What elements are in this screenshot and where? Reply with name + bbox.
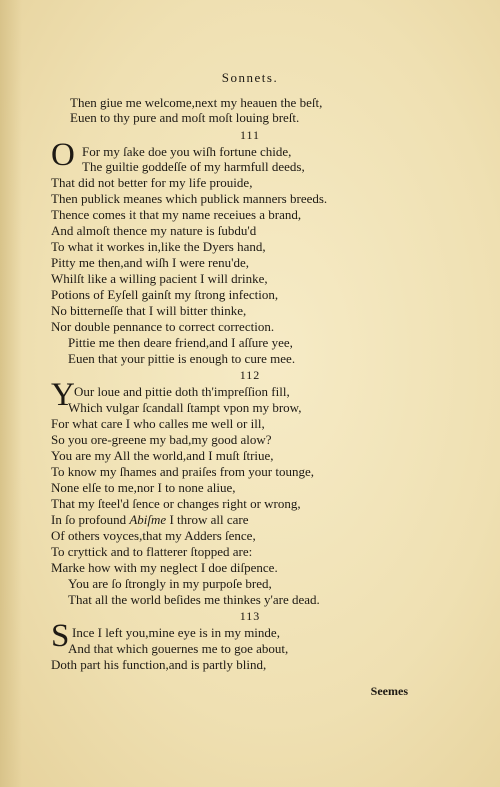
sonnet-number: 112 xyxy=(239,368,261,382)
drop-capital: Y xyxy=(51,377,75,413)
text-line: That my ſteel'd ſence or changes right or wrong, xyxy=(51,496,301,511)
text-segment: I throw all care xyxy=(166,512,249,527)
text-line: That did not better for my life prouide, xyxy=(51,175,253,190)
text-line: So you ore-greene my bad,my good alow? xyxy=(51,432,272,447)
text-line: To cryttick and to flatterer ſtopped are: xyxy=(51,544,253,559)
text-line: Euen that your pittie is enough to cure mee. xyxy=(68,351,296,366)
text-line: That all the world beſides me thinkes y'are dead. xyxy=(68,592,320,607)
text-line: Potions of Eyſell gainſt my ſtrong infection, xyxy=(51,287,279,302)
drop-capital: S xyxy=(51,618,70,654)
text-line: Thence comes it that my name receiues a brand, xyxy=(51,207,302,222)
sonnet-number: 113 xyxy=(239,609,261,623)
text-line: Of others voyces,that my Adders ſence, xyxy=(51,528,256,543)
text-line: Whilſt like a willing pacient I will drinke, xyxy=(51,271,268,286)
text-line: Ince I left you,mine eye is in my minde, xyxy=(72,625,280,640)
text-line: To know my ſhames and praiſes from your tounge, xyxy=(51,464,315,479)
text-line: Nor double pennance to correct correction. xyxy=(51,319,275,334)
text-line: Doth part his function,and is partly blind, xyxy=(51,657,267,672)
text-line: You are ſo ſtrongly in my purpoſe bred, xyxy=(68,576,272,591)
text-line: Pitty me then,and wiſh I were renu'de, xyxy=(51,255,250,270)
text-line: Pittie me then deare friend,and I aſſure yee, xyxy=(68,335,293,350)
page-gutter-shadow xyxy=(0,0,22,787)
text-line: The guiltie goddeſſe of my harmfull deeds, xyxy=(82,159,305,174)
text-line: And that which gouernes me to goe about, xyxy=(68,641,289,656)
text-line: For what care I who calles me well or ill, xyxy=(51,416,265,431)
text-line: Then publick meanes which publick manners breeds. xyxy=(51,191,328,206)
text-line: To what it workes in,like the Dyers hand, xyxy=(51,239,266,254)
running-header: Sonnets. xyxy=(221,70,279,85)
text-line: Which vulgar ſcandall ſtampt vpon my brow, xyxy=(68,400,302,415)
text-line: No bitterneſſe that I will bitter thinke, xyxy=(51,303,247,318)
text-line: For my ſake doe you wiſh fortune chide, xyxy=(82,144,292,159)
text-line: Marke how with my neglect I doe diſpence. xyxy=(51,560,278,575)
drop-capital: O xyxy=(51,137,75,173)
text-segment: In ſo profound xyxy=(51,512,130,527)
catchword: Seemes xyxy=(370,684,408,698)
text-line: None elſe to me,nor I to none aliue, xyxy=(51,480,236,495)
text-line: Then giue me welcome,next my heauen the beſt, xyxy=(70,95,323,110)
text-line: Euen to thy pure and moſt moſt louing breſt. xyxy=(70,110,300,125)
italic-word: Abiſme xyxy=(129,512,167,527)
text-line: You are my All the world,and I muſt ſtriue, xyxy=(51,448,274,463)
text-line: And almoſt thence my nature is ſubdu'd xyxy=(51,223,257,238)
text-line xyxy=(51,512,248,527)
sonnet-number: 111 xyxy=(239,128,261,142)
text-line: Our loue and pittie doth th'impreſſion fill, xyxy=(74,384,290,399)
